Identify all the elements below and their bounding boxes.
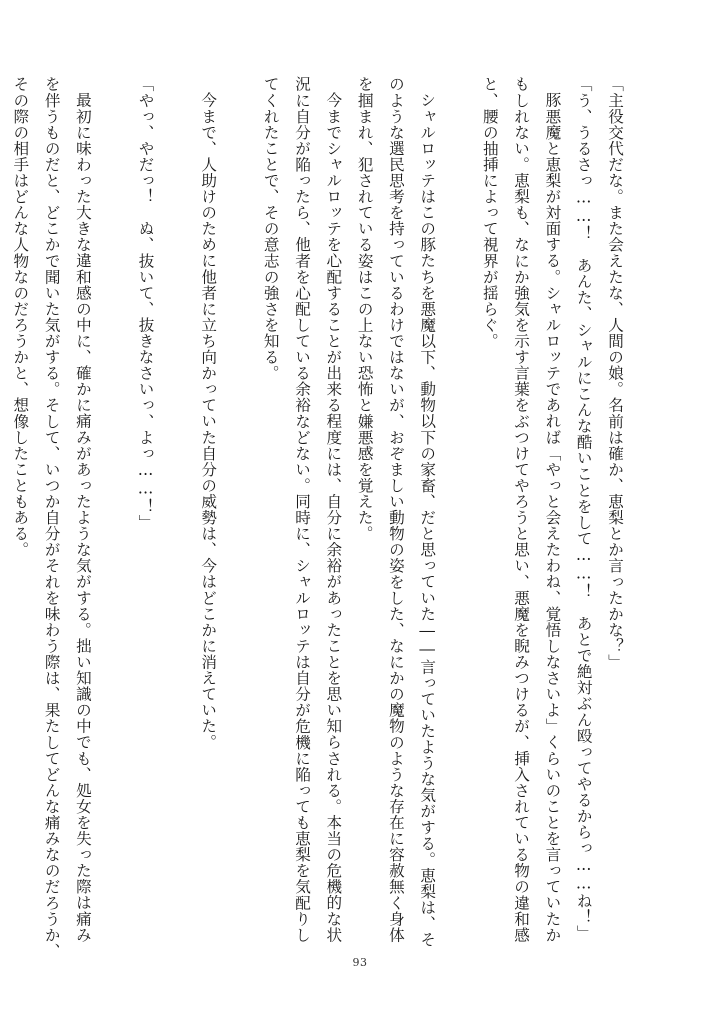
text-column: もしれない。恵梨も、なにか強気を示す言葉をぶつけてやろうと思い、悪魔を睨みつけるが、挿入されている物の違和感: [512, 76, 531, 943]
text-column: 今までシャルロッテを心配することが出来る程度には、自分に余裕があったことを思い知らされる。本当の危機的な状: [324, 91, 343, 943]
blank-column: [98, 76, 129, 936]
text-column: 最初に味わった大きな違和感の中に、確かに痛みがあったような気がする。拙い知識の中でも、処女を失った際は痛み: [73, 91, 92, 943]
page-number: 93: [352, 956, 368, 969]
text-column: のような選民思考を持っているわけではないが、おぞましい動物の姿をした、なにかの魔物のような存在に容赦無く身体: [386, 76, 405, 943]
vertical-text-body: [11, 76, 630, 959]
text-column: その際の相手はどんな人物なのだろうかと、想像したこともある。: [11, 76, 30, 558]
text-column: を伴うものだと、どこかで聞いた気がする。そして、いつか自分がそれを味わう際は、果たしてどんな痛みなのだろうか、: [42, 76, 61, 959]
text-column: 「う、うるさっ……！ あんた、シャルにこんな酷いことをして……！ あとで絶対ぶん殴ってやるからっ……ね！」: [574, 76, 593, 942]
blank-column: [223, 76, 254, 936]
text-column: シャルロッテはこの豚たちを悪魔以下、動物以下の家畜、だと思っていた――言っていたような気がする。恵梨は、そ: [418, 91, 437, 948]
text-column: 況に自分が陥ったら、他者を心配している余裕などない。同時に、シャルロッテは自分が危機に陥っても恵梨を気配りし: [293, 76, 312, 943]
blank-column: [442, 76, 473, 936]
blank-column: [161, 76, 192, 936]
text-column: 「やっ、やだっ！ ぬ、抜いて、抜きなさいっ、よっ……！」: [136, 76, 155, 531]
text-column: [0, 76, 4, 936]
text-column: を掴まれ、犯されている姿はこの上ない恐怖と嫌悪感を覚えた。: [355, 76, 374, 542]
text-column: 豚悪魔と恵梨が対面する。シャルロッテであれば「やっと会えたわね、覚悟しなさいよ」くらいのことを言っていたか: [543, 91, 562, 943]
text-column: 今まで、人助けのために他者に立ち向かっていた自分の威勢は、今はどこかに消えていた。: [199, 91, 218, 750]
text-column: と、腰の抽挿によって視界が揺らぐ。: [480, 76, 499, 349]
text-column: 「主役交代だな。また会えたな、人間の娘。名前は確か、恵梨とか言ったかな？」: [606, 76, 624, 670]
text-column: てくれたことで、その意志の強さを知る。: [261, 76, 280, 381]
